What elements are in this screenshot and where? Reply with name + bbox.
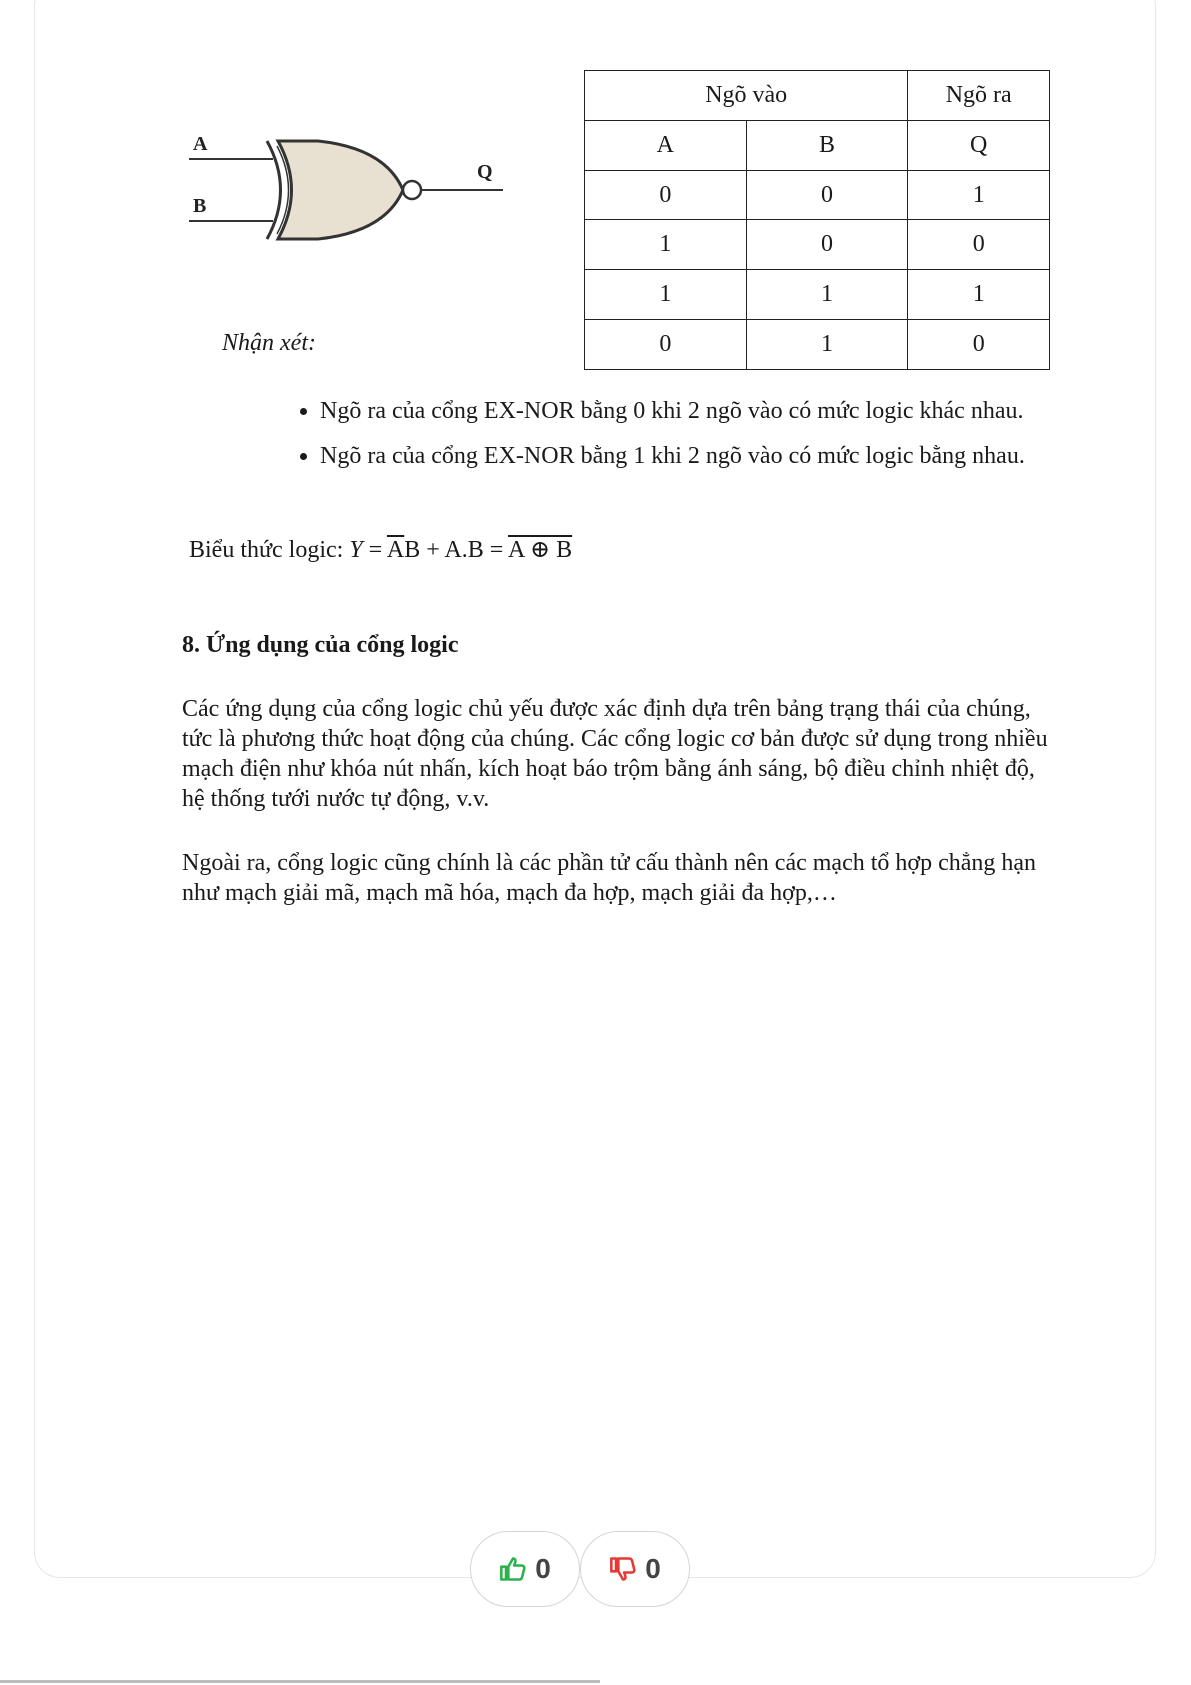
table-row: [585, 320, 1050, 370]
expression-plus: + A.B =: [420, 537, 509, 563]
list-item: • Ngõ ra của cổng EX-NOR bằng 1 khi 2 ngõ vào có mức logic bằng nhau.: [320, 441, 1090, 471]
thumbs-up-icon: [499, 1555, 527, 1583]
table-cell: 1: [746, 270, 908, 320]
like-button[interactable]: [470, 1531, 580, 1607]
table-cell: 0: [585, 320, 747, 370]
thumbs-down-icon: [609, 1555, 637, 1583]
gate-input-b-label: B: [193, 195, 207, 217]
dislike-button[interactable]: [580, 1531, 690, 1607]
table-cell: 0: [585, 170, 747, 220]
truth-table-column-header: [585, 120, 1050, 170]
table-row: [585, 170, 1050, 220]
truth-table: [584, 70, 1050, 370]
table-cell: 0: [746, 220, 908, 270]
table-cell: 1: [908, 270, 1050, 320]
table-cell: 0: [908, 220, 1050, 270]
paragraph: Các ứng dụng của cổng logic chủ yếu được xác định dựa trên bảng trạng thái của chúng, tức là phương thức hoạt động của chúng. Các cổng logic cơ bản được sử dụng trong nhiều mạch điện như khóa nút nhấn, kích hoạt báo trộm bằng ánh sáng, bộ điều chỉnh nhiệt độ, hệ thống tưới nước tự động, v.v.: [182, 696, 1048, 812]
truth-table-group-header: [585, 71, 1050, 121]
table-cell: 1: [585, 270, 747, 320]
logic-expression: [189, 535, 572, 565]
table-cell: 1: [585, 220, 747, 270]
table-cell: 0: [908, 320, 1050, 370]
list-item: • Ngõ ra của cổng EX-NOR bằng 0 khi 2 ngõ vào có mức logic khác nhau.: [320, 396, 1090, 426]
dislike-count: 0: [645, 1553, 661, 1584]
table-cell: 1: [746, 320, 908, 370]
table-cell: 0: [746, 170, 908, 220]
remark-label: Nhận xét:: [222, 330, 316, 356]
exnor-gate-diagram: [185, 120, 515, 250]
divider: [0, 1680, 600, 1683]
gate-input-a-label: A: [193, 133, 208, 155]
expression-y: Y: [349, 537, 363, 563]
gate-output-q-label: Q: [477, 161, 493, 183]
table-row: [585, 220, 1050, 270]
column-header: A: [585, 120, 747, 170]
like-count: 0: [535, 1553, 551, 1584]
paragraph: Ngoài ra, cổng logic cũng chính là các phần tử cấu thành nên các mạch tổ hợp chẳng hạn như mạch giải mã, mạch mã hóa, mạch đa hợp, mạch giải đa hợp,…: [182, 850, 1037, 906]
expression-xnor: A ⊕ B: [508, 537, 573, 563]
expression-eq: =: [362, 537, 387, 563]
expression-label: Biểu thức logic:: [189, 537, 350, 563]
exnor-gate-symbol: [185, 120, 515, 250]
table-row: [585, 270, 1050, 320]
column-header: B: [746, 120, 908, 170]
remark-list: [290, 396, 1090, 486]
column-header: Q: [908, 120, 1050, 170]
expression-a-bar: $\overline{A}$: [386, 537, 405, 563]
input-header: Ngõ vào: [585, 71, 908, 121]
table-cell: 1: [908, 170, 1050, 220]
section-heading: 8. Ứng dụng của cổng logic: [182, 632, 459, 658]
expression-b: B: [404, 537, 421, 563]
output-header: Ngõ ra: [908, 71, 1050, 121]
